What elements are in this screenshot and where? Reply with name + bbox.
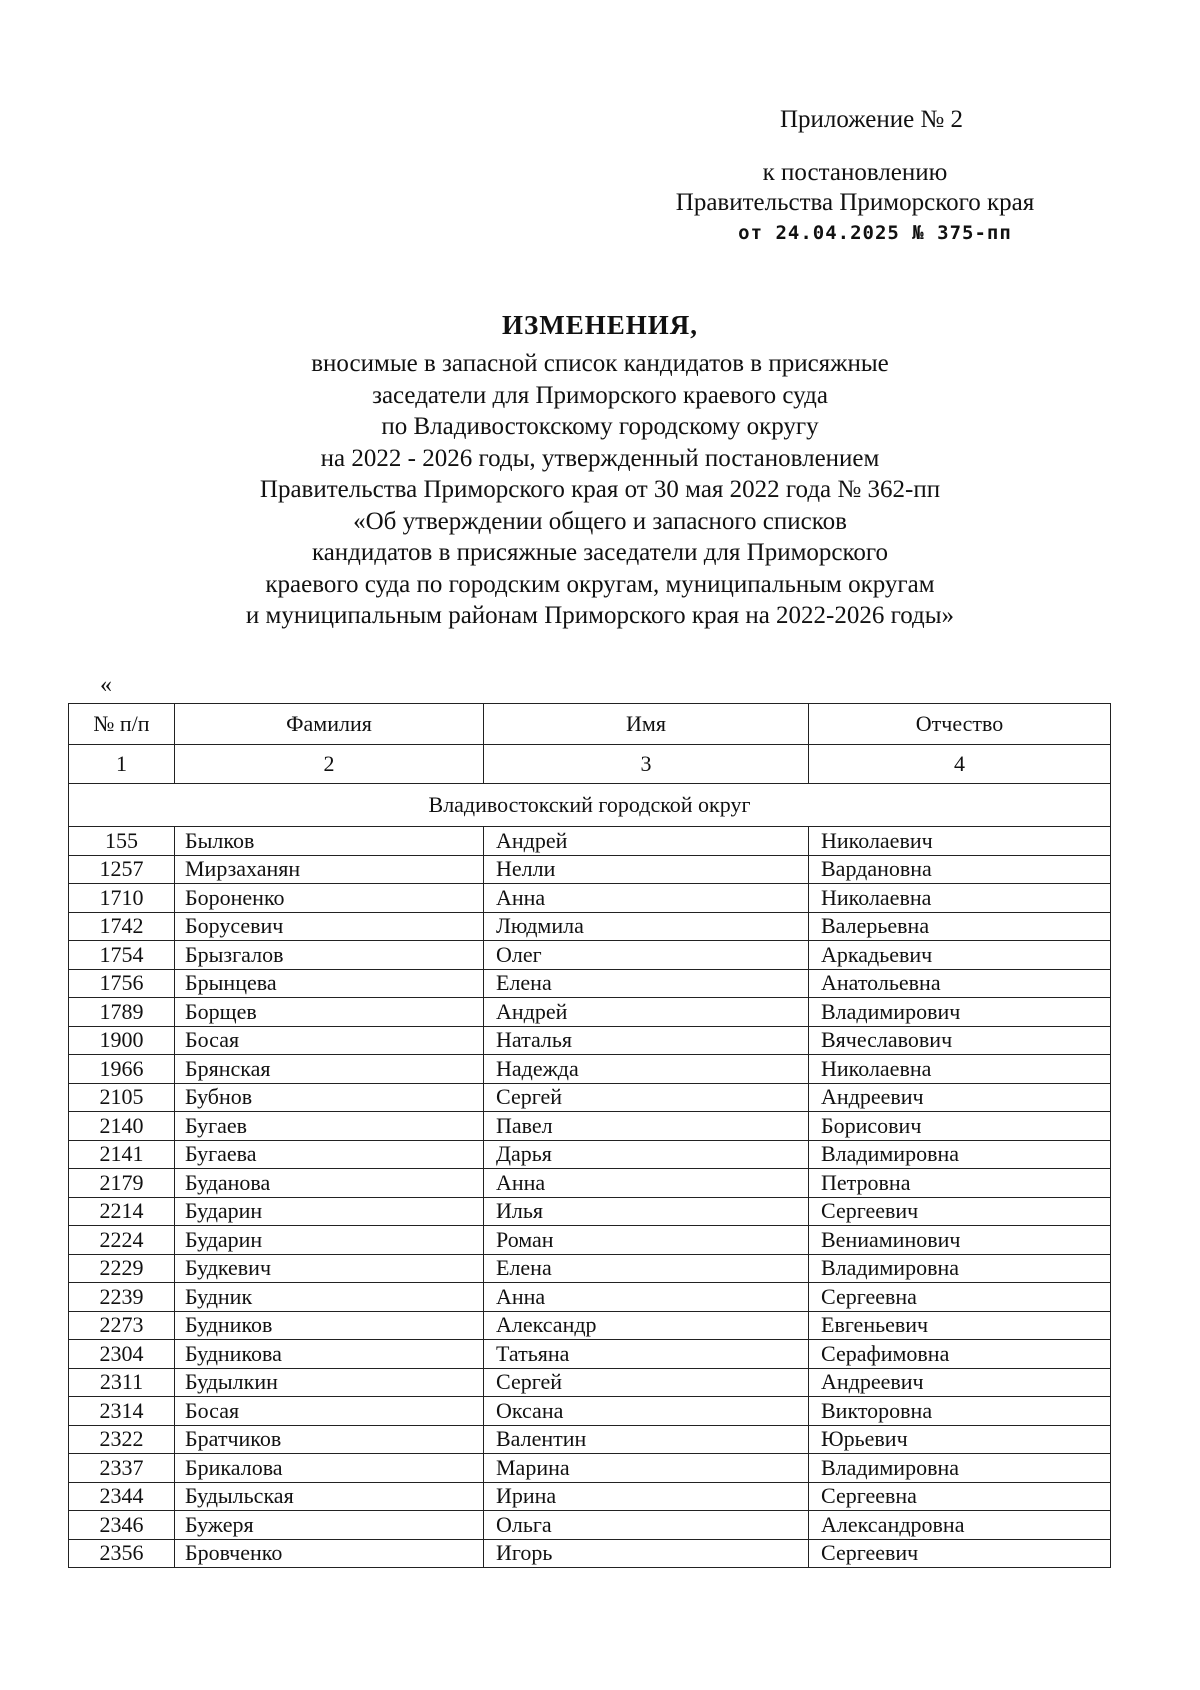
row-number: 1742 bbox=[69, 912, 175, 941]
table-row bbox=[69, 1454, 1111, 1483]
row-patronymic: Валерьевна bbox=[809, 912, 1111, 941]
row-name: Татьяна bbox=[484, 1340, 809, 1369]
row-number: 2273 bbox=[69, 1311, 175, 1340]
table-row bbox=[69, 1283, 1111, 1312]
row-patronymic: Владимировна bbox=[809, 1454, 1111, 1483]
row-number: 2314 bbox=[69, 1397, 175, 1426]
row-surname: Мирзаханян bbox=[175, 855, 484, 884]
subtitle-line: кандидатов в присяжные заседатели для Приморского bbox=[311, 539, 889, 566]
row-surname: Братчиков bbox=[175, 1425, 484, 1454]
table-row bbox=[69, 1340, 1111, 1369]
section-row bbox=[69, 784, 1111, 827]
subtitle-line: краевого суда по городским округам, муниципальным округам bbox=[265, 570, 935, 598]
document-title: ИЗМЕНЕНИЯ, bbox=[501, 310, 698, 340]
row-name: Илья bbox=[484, 1197, 809, 1226]
row-patronymic: Аркадьевич bbox=[809, 941, 1111, 970]
row-name: Дарья bbox=[484, 1140, 809, 1169]
row-surname: Брикалова bbox=[175, 1454, 484, 1483]
table-row bbox=[69, 1311, 1111, 1340]
row-surname: Былков bbox=[175, 827, 484, 856]
column-number: 4 bbox=[809, 745, 1111, 784]
row-name: Ольга bbox=[484, 1511, 809, 1540]
row-number: 2322 bbox=[69, 1425, 175, 1454]
row-number: 2141 bbox=[69, 1140, 175, 1169]
header-number: № п/п bbox=[69, 704, 175, 745]
row-patronymic: Владимирович bbox=[809, 998, 1111, 1027]
header-patronymic: Отчество bbox=[809, 704, 1111, 745]
resolution-line: к постановлению bbox=[762, 159, 948, 186]
row-surname: Брянская bbox=[175, 1055, 484, 1084]
row-patronymic: Сергеевна bbox=[809, 1283, 1111, 1312]
row-number: 1754 bbox=[69, 941, 175, 970]
candidates-table bbox=[68, 703, 1111, 1568]
row-name: Елена bbox=[484, 969, 809, 998]
row-number: 2229 bbox=[69, 1254, 175, 1283]
header-name: Имя bbox=[484, 704, 809, 745]
row-number: 1756 bbox=[69, 969, 175, 998]
row-surname: Босая bbox=[175, 1397, 484, 1426]
table-header-row bbox=[69, 704, 1111, 745]
appendix-number: Приложение № 2 bbox=[780, 106, 964, 133]
row-number: 2304 bbox=[69, 1340, 175, 1369]
table-row bbox=[69, 998, 1111, 1027]
row-patronymic: Вениаминович bbox=[809, 1226, 1111, 1255]
row-name: Андрей bbox=[484, 827, 809, 856]
row-patronymic: Николаевна bbox=[809, 1055, 1111, 1084]
row-name: Елена bbox=[484, 1254, 809, 1283]
row-name: Игорь bbox=[484, 1539, 809, 1568]
row-name: Надежда bbox=[484, 1055, 809, 1084]
table-row bbox=[69, 1026, 1111, 1055]
row-name: Оксана bbox=[484, 1397, 809, 1426]
subtitle-line: «Об утверждении общего и запасного списков bbox=[353, 507, 847, 535]
row-number: 2224 bbox=[69, 1226, 175, 1255]
row-surname: Будникова bbox=[175, 1340, 484, 1369]
row-patronymic: Николаевна bbox=[809, 884, 1111, 913]
row-surname: Бугаева bbox=[175, 1140, 484, 1169]
row-number: 2105 bbox=[69, 1083, 175, 1112]
row-patronymic: Викторовна bbox=[809, 1397, 1111, 1426]
table-row bbox=[69, 1055, 1111, 1084]
row-number: 2346 bbox=[69, 1511, 175, 1540]
row-surname: Бубнов bbox=[175, 1083, 484, 1112]
table-row bbox=[69, 912, 1111, 941]
row-number: 1710 bbox=[69, 884, 175, 913]
table-row bbox=[69, 1539, 1111, 1568]
row-patronymic: Андреевич bbox=[809, 1368, 1111, 1397]
row-surname: Брынцева bbox=[175, 969, 484, 998]
row-name: Валентин bbox=[484, 1425, 809, 1454]
section-title: Владивостокский городской округ bbox=[69, 784, 1111, 827]
document-subtitle bbox=[100, 348, 1100, 632]
row-surname: Будыльская bbox=[175, 1482, 484, 1511]
row-surname: Босая bbox=[175, 1026, 484, 1055]
table-row bbox=[69, 855, 1111, 884]
column-number: 1 bbox=[69, 745, 175, 784]
table-row bbox=[69, 1112, 1111, 1141]
row-surname: Бударин bbox=[175, 1197, 484, 1226]
row-patronymic: Серафимовна bbox=[809, 1340, 1111, 1369]
table-row bbox=[69, 941, 1111, 970]
table-row bbox=[69, 1140, 1111, 1169]
table-row bbox=[69, 1482, 1111, 1511]
row-name: Александр bbox=[484, 1311, 809, 1340]
government-line: Правительства Приморского края bbox=[675, 189, 1035, 216]
row-name: Сергей bbox=[484, 1368, 809, 1397]
row-patronymic: Владимировна bbox=[809, 1140, 1111, 1169]
row-surname: Бровченко bbox=[175, 1539, 484, 1568]
table-row bbox=[69, 1197, 1111, 1226]
row-surname: Бугаев bbox=[175, 1112, 484, 1141]
row-name: Наталья bbox=[484, 1026, 809, 1055]
resolution-date-number: от 24.04.2025 № 375-пп bbox=[738, 222, 1012, 244]
row-number: 2214 bbox=[69, 1197, 175, 1226]
row-patronymic: Юрьевич bbox=[809, 1425, 1111, 1454]
table-row bbox=[69, 1368, 1111, 1397]
row-number: 155 bbox=[69, 827, 175, 856]
header-surname: Фамилия bbox=[175, 704, 484, 745]
row-name: Нелли bbox=[484, 855, 809, 884]
column-number: 3 bbox=[484, 745, 809, 784]
row-name: Олег bbox=[484, 941, 809, 970]
table-row bbox=[69, 1397, 1111, 1426]
table-row bbox=[69, 827, 1111, 856]
row-name: Анна bbox=[484, 1283, 809, 1312]
row-patronymic: Владимировна bbox=[809, 1254, 1111, 1283]
column-number-row bbox=[69, 745, 1111, 784]
subtitle-line: вносимые в запасной список кандидатов в присяжные bbox=[311, 350, 889, 377]
row-number: 2179 bbox=[69, 1169, 175, 1198]
row-surname: Будкевич bbox=[175, 1254, 484, 1283]
row-name: Ирина bbox=[484, 1482, 809, 1511]
row-name: Анна bbox=[484, 884, 809, 913]
row-surname: Бударин bbox=[175, 1226, 484, 1255]
table-row bbox=[69, 1425, 1111, 1454]
row-surname: Бужеря bbox=[175, 1511, 484, 1540]
row-surname: Буданова bbox=[175, 1169, 484, 1198]
row-name: Анна bbox=[484, 1169, 809, 1198]
row-number: 2337 bbox=[69, 1454, 175, 1483]
row-name: Павел bbox=[484, 1112, 809, 1141]
row-surname: Брызгалов bbox=[175, 941, 484, 970]
table-row bbox=[69, 1169, 1111, 1198]
row-patronymic: Петровна bbox=[809, 1169, 1111, 1198]
row-number: 2239 bbox=[69, 1283, 175, 1312]
table-row bbox=[69, 1226, 1111, 1255]
row-surname: Будылкин bbox=[175, 1368, 484, 1397]
row-patronymic: Борисович bbox=[809, 1112, 1111, 1141]
row-patronymic: Николаевич bbox=[809, 827, 1111, 856]
row-number: 1789 bbox=[69, 998, 175, 1027]
row-surname: Бороненко bbox=[175, 884, 484, 913]
row-patronymic: Сергеевна bbox=[809, 1482, 1111, 1511]
subtitle-line: на 2022 - 2026 годы, утвержденный постановлением bbox=[320, 444, 880, 472]
row-surname: Будник bbox=[175, 1283, 484, 1312]
row-patronymic: Александровна bbox=[809, 1511, 1111, 1540]
row-number: 1966 bbox=[69, 1055, 175, 1084]
row-name: Сергей bbox=[484, 1083, 809, 1112]
table-row bbox=[69, 1083, 1111, 1112]
subtitle-line: Правительства Приморского края от 30 мая 2022 года № 362-пп bbox=[259, 476, 941, 503]
row-number: 2140 bbox=[69, 1112, 175, 1141]
table-row bbox=[69, 1254, 1111, 1283]
row-name: Людмила bbox=[484, 912, 809, 941]
row-surname: Борусевич bbox=[175, 912, 484, 941]
row-patronymic: Сергеевич bbox=[809, 1539, 1111, 1568]
table-row bbox=[69, 884, 1111, 913]
row-name: Марина bbox=[484, 1454, 809, 1483]
row-number: 1257 bbox=[69, 855, 175, 884]
row-patronymic: Анатольевна bbox=[809, 969, 1111, 998]
open-quote-mark: « bbox=[100, 672, 112, 698]
row-number: 1900 bbox=[69, 1026, 175, 1055]
row-surname: Борщев bbox=[175, 998, 484, 1027]
row-number: 2344 bbox=[69, 1482, 175, 1511]
table-row bbox=[69, 969, 1111, 998]
column-number: 2 bbox=[175, 745, 484, 784]
row-patronymic: Вячеславович bbox=[809, 1026, 1111, 1055]
row-number: 2356 bbox=[69, 1539, 175, 1568]
row-patronymic: Евгеньевич bbox=[809, 1311, 1111, 1340]
row-number: 2311 bbox=[69, 1368, 175, 1397]
row-patronymic: Андреевич bbox=[809, 1083, 1111, 1112]
subtitle-line: заседатели для Приморского краевого суда bbox=[372, 381, 828, 409]
resolution-block bbox=[620, 158, 1090, 248]
row-name: Роман bbox=[484, 1226, 809, 1255]
row-patronymic: Вардановна bbox=[809, 855, 1111, 884]
row-patronymic: Сергеевич bbox=[809, 1197, 1111, 1226]
table-row bbox=[69, 1511, 1111, 1540]
subtitle-line: и муниципальным районам Приморского края на 2022-2026 годы» bbox=[245, 602, 955, 629]
subtitle-line: по Владивостокскому городскому округу bbox=[381, 413, 819, 440]
row-name: Андрей bbox=[484, 998, 809, 1027]
row-surname: Будников bbox=[175, 1311, 484, 1340]
